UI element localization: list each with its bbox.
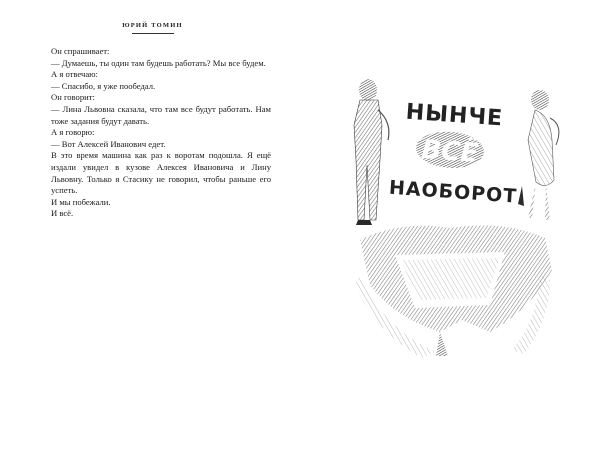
paragraph: — Вот Алексей Иванович едет. — [51, 138, 166, 149]
title-line-1: НЫНЧЕ — [404, 99, 504, 132]
paragraph: А я говорю: — [51, 127, 95, 138]
chapter-illustration — [340, 70, 565, 360]
paragraph: — Лина Львовна сказала, что там все будут работать. Нам тоже задания будут давать. — [51, 103, 271, 126]
paragraph: Он спрашивает: — [51, 46, 110, 56]
right-figure — [518, 90, 559, 220]
running-head-rule — [132, 33, 174, 34]
story-text — [51, 46, 271, 220]
left-figure — [354, 79, 389, 225]
paragraph: И всё. — [51, 208, 74, 219]
title-line-3: НАОБОРОТ — [388, 176, 518, 208]
paragraph: — Спасибо, я уже пообедал. — [51, 80, 156, 91]
paragraph: Он говорит: — [51, 92, 95, 103]
paragraph: И мы побежали. — [51, 196, 111, 207]
title-line-2: ВСЁ — [420, 134, 480, 169]
paragraph: — Думаешь, ты один там будешь работать? Мы все будем. — [51, 57, 266, 68]
running-head-author: ЮРИЙ ТОМИН — [122, 22, 183, 29]
pencil-drawing — [340, 70, 565, 360]
paragraph: В это время машина как раз к воротам подошла. Я ещё издали увидел в кузове Алексея Ивановича и Лину Львовну. Только я Стасику не говорил, чтобы раньше его успеть. — [51, 150, 271, 196]
ground-shadow-shape — [355, 226, 552, 358]
illustration-title — [388, 99, 523, 208]
paragraph: А я отвечаю: — [51, 69, 98, 80]
